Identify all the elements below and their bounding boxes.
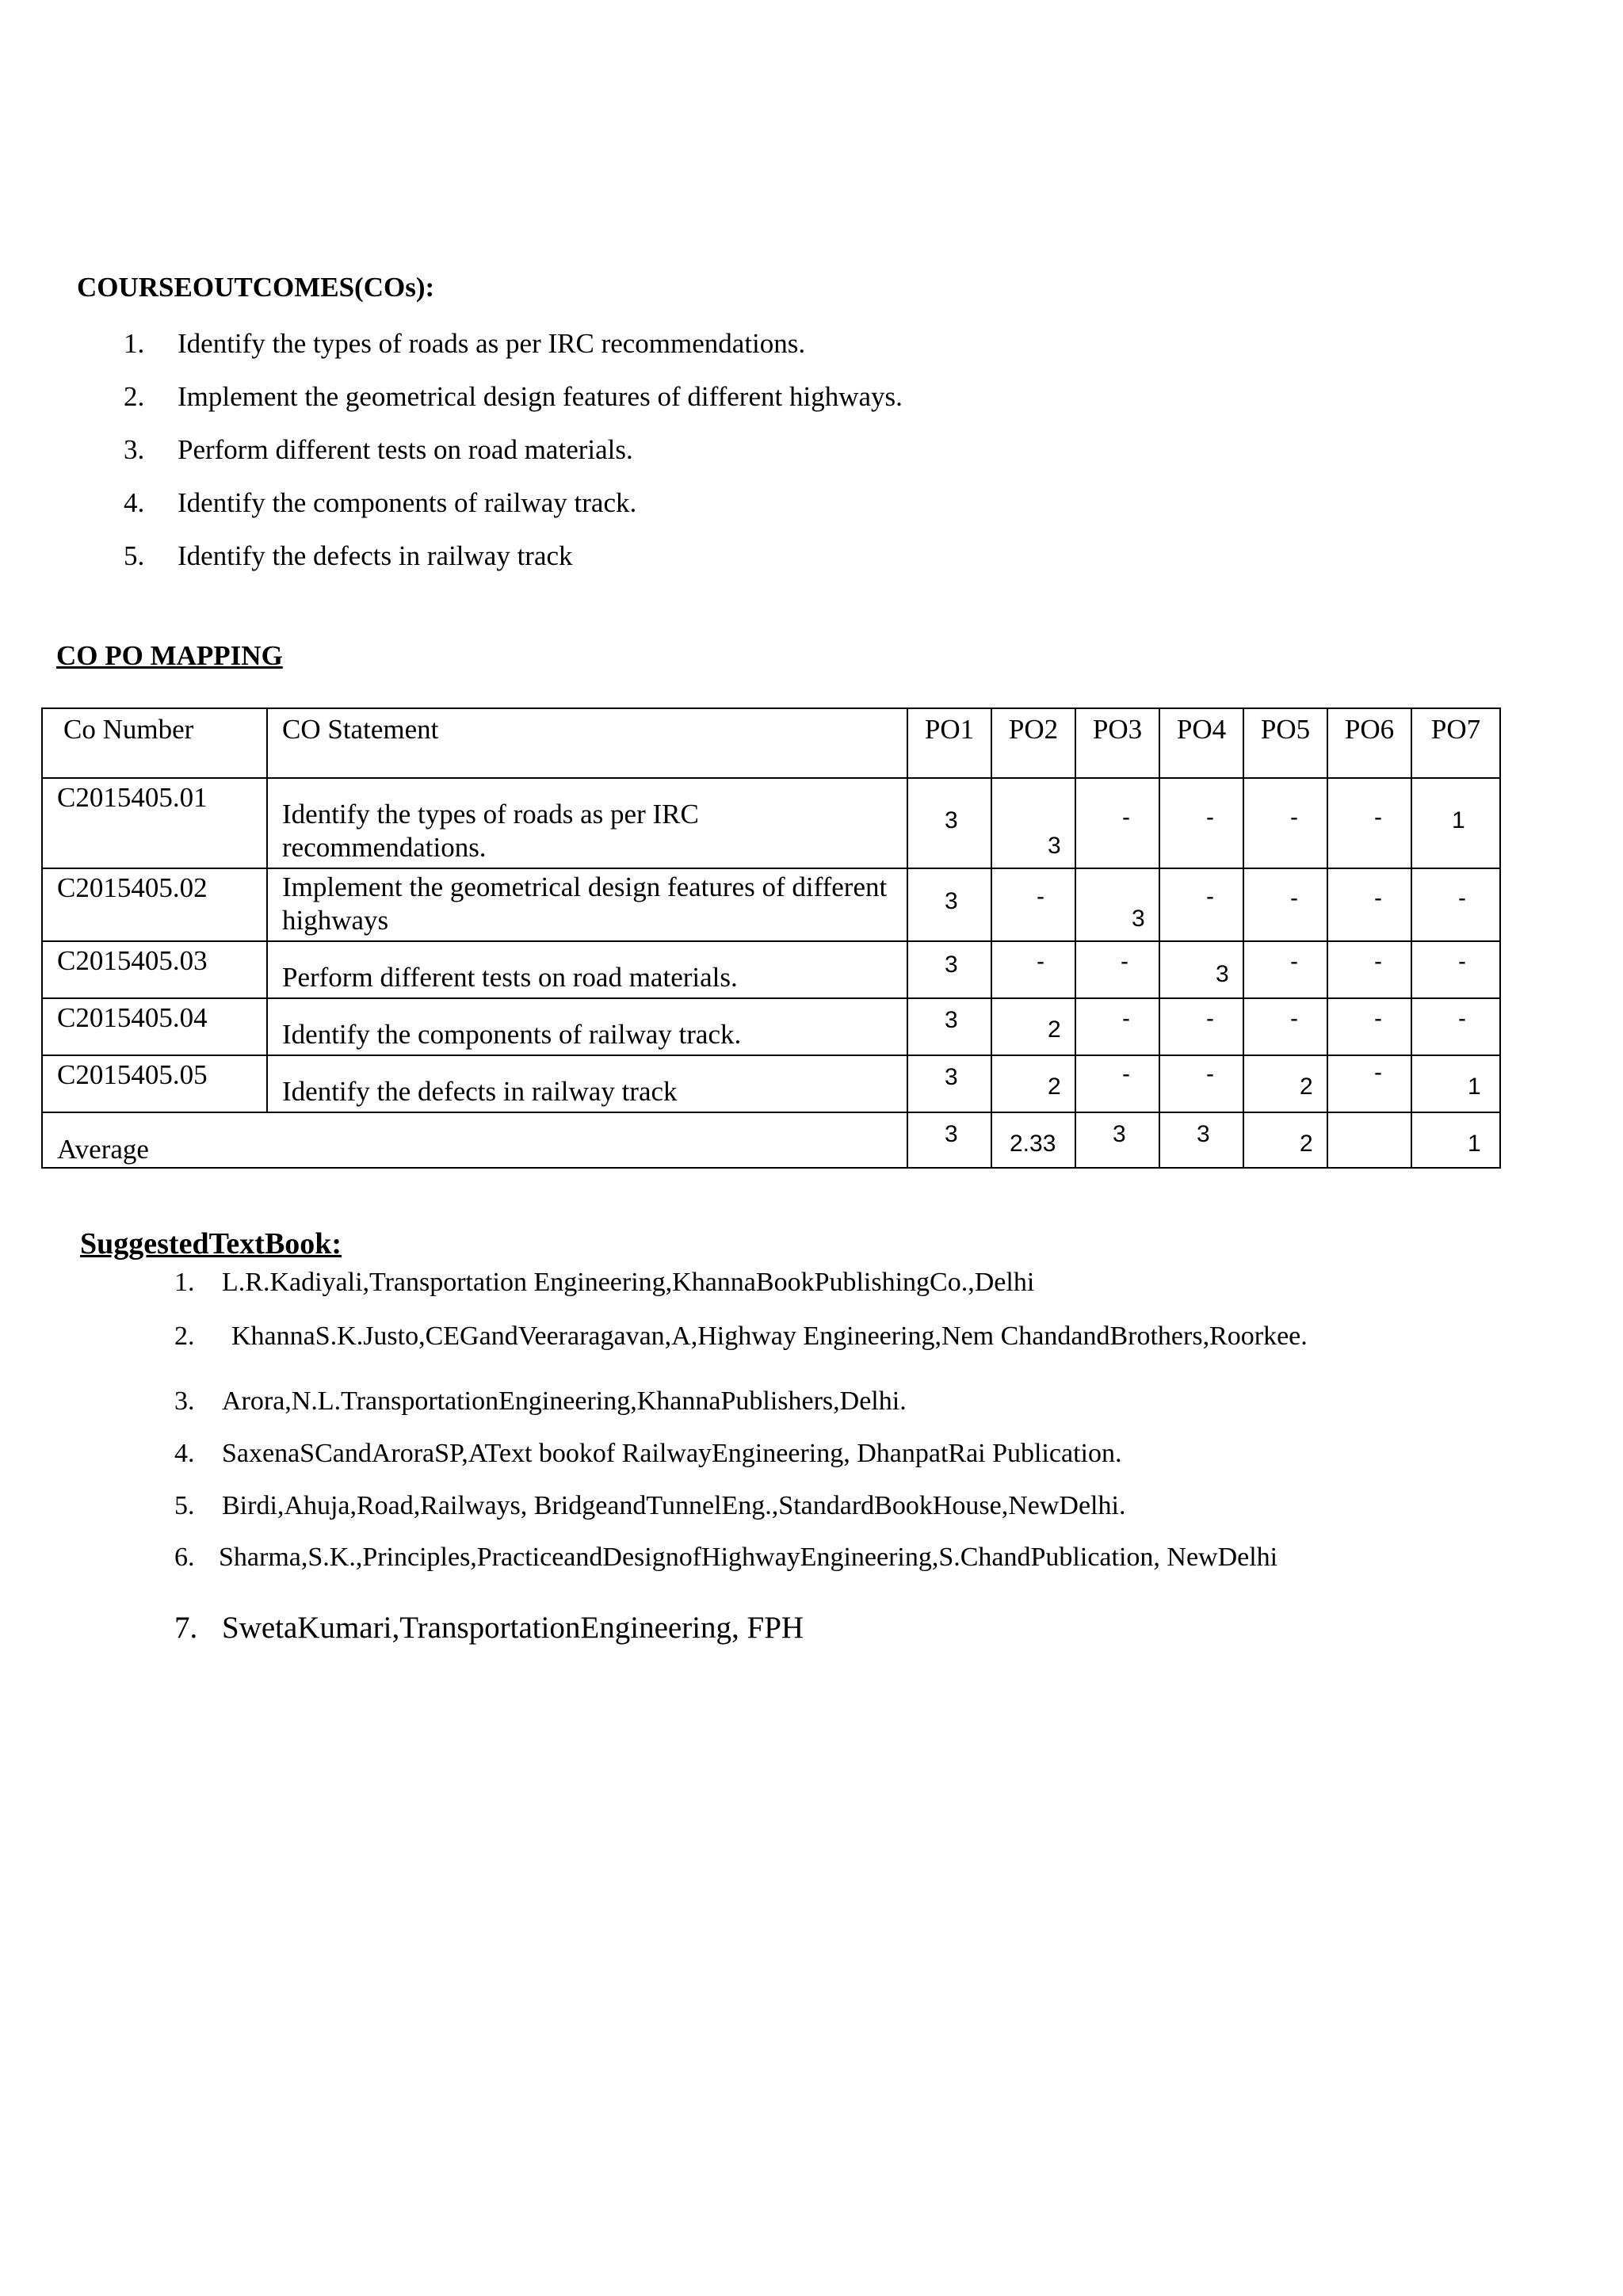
po-value: - <box>1206 883 1214 910</box>
co-statement-cell: Identify the components of railway track. <box>267 998 907 1055</box>
item-number: 4. <box>124 487 145 518</box>
item-number: 6. <box>174 1543 195 1572</box>
suggested-textbook-heading: SuggestedTextBook: <box>80 1227 342 1261</box>
po-value-cell <box>1243 868 1327 941</box>
header-po3: PO3 <box>1075 708 1159 778</box>
po-value: 3 <box>945 807 958 833</box>
po-value: 3 <box>945 888 958 914</box>
po-value-cell <box>1327 941 1411 998</box>
po-value: - <box>1037 883 1044 910</box>
average-label-cell: Average <box>42 1112 907 1168</box>
item-number: 4. <box>174 1439 195 1468</box>
po-value: - <box>1206 1061 1214 1087</box>
po-value: - <box>1374 804 1382 830</box>
po-value-cell <box>1327 998 1411 1055</box>
textbook-item <box>174 1610 804 1646</box>
po-value-cell <box>1159 868 1243 941</box>
po-value: 2 <box>1048 1016 1061 1043</box>
po-value-cell <box>991 1055 1075 1112</box>
po-value: 3 <box>945 1007 958 1033</box>
table-row <box>42 1055 1500 1112</box>
course-outcomes-list <box>119 325 903 590</box>
item-number: 3. <box>174 1386 195 1416</box>
po-value-cell <box>1243 998 1327 1055</box>
course-outcome-item <box>119 537 903 590</box>
po-value-cell <box>1159 1055 1243 1112</box>
item-number: 3. <box>124 434 145 465</box>
po-value: 2 <box>1048 1074 1061 1100</box>
co-statement-cell: Identify the types of roads as per IRC recommendations. <box>267 778 907 868</box>
item-text: SwetaKumari,TransportationEngineering, FPH <box>222 1611 804 1645</box>
po-value-cell <box>907 868 991 941</box>
table-row <box>42 1112 1500 1168</box>
item-text: Identify the components of railway track. <box>178 487 637 518</box>
textbook-item <box>174 1543 1277 1573</box>
item-number: 1. <box>174 1268 195 1297</box>
co-number-cell: C2015405.03 <box>42 941 267 998</box>
po-value: 1 <box>1452 807 1465 833</box>
item-text: Arora,N.L.TransportationEngineering,KhannaPublishers,Delhi. <box>222 1386 907 1416</box>
co-po-mapping-heading: CO PO MAPPING <box>56 640 283 671</box>
textbook-item <box>174 1322 1308 1352</box>
co-number-cell: C2015405.02 <box>42 868 267 941</box>
po-value: 1 <box>1468 1074 1481 1100</box>
po-value-cell <box>1411 1055 1500 1112</box>
item-text: Sharma,S.K.,Principles,PracticeandDesignofHighwayEngineering,S.ChandPublication, NewDelhi <box>219 1543 1278 1572</box>
po-value: 2 <box>1300 1074 1313 1100</box>
po-value: 3 <box>945 952 958 978</box>
item-number: 7. <box>174 1611 198 1645</box>
po-value: - <box>1290 948 1298 974</box>
header-co-statement: CO Statement <box>267 708 907 778</box>
po-value: - <box>1458 1005 1466 1032</box>
item-text: Identify the types of roads as per IRC recommendations. <box>178 328 806 359</box>
po-value-cell <box>1075 1055 1159 1112</box>
po-value-cell <box>1075 941 1159 998</box>
textbook-item <box>174 1491 1125 1521</box>
co-statement-cell: Implement the geometrical design features of different highways <box>267 868 907 941</box>
po-average-cell <box>1411 1112 1500 1168</box>
po-value-cell <box>1411 778 1500 868</box>
po-value: 3 <box>945 1121 958 1147</box>
po-value: - <box>1290 885 1298 911</box>
po-value-cell <box>1411 868 1500 941</box>
item-text: KhannaS.K.Justo,CEGandVeeraragavan,A,Highway Engineering,Nem ChandandBrothers,Roorkee. <box>231 1322 1308 1351</box>
co-number-cell: C2015405.01 <box>42 778 267 868</box>
po-value: - <box>1458 948 1466 974</box>
header-co-number: Co Number <box>42 708 267 778</box>
po-value-cell <box>1243 941 1327 998</box>
course-outcome-item <box>119 378 903 431</box>
po-value-cell <box>991 941 1075 998</box>
course-outcome-item <box>119 484 903 537</box>
po-value: 3 <box>1216 961 1229 987</box>
table-row <box>42 941 1500 998</box>
textbook-item <box>174 1439 1121 1469</box>
po-value-cell <box>907 941 991 998</box>
item-text: Implement the geometrical design features of different highways. <box>178 381 903 412</box>
po-value: - <box>1122 1061 1130 1087</box>
item-number: 5. <box>174 1491 195 1520</box>
po-value: 3 <box>1132 906 1145 932</box>
item-text: SaxenaSCandAroraSP,AText bookof RailwayEngineering, DhanpatRai Publication. <box>222 1439 1122 1468</box>
header-po1: PO1 <box>907 708 991 778</box>
po-value-cell <box>907 778 991 868</box>
item-number: 2. <box>174 1322 195 1351</box>
po-value-cell <box>907 1055 991 1112</box>
po-value-cell <box>1243 1055 1327 1112</box>
item-text: Birdi,Ahuja,Road,Railways, BridgeandTunnelEng.,StandardBookHouse,NewDelhi. <box>222 1491 1126 1520</box>
item-number: 5. <box>124 540 145 571</box>
po-value: - <box>1374 1005 1382 1032</box>
po-value-cell <box>1411 941 1500 998</box>
table-row <box>42 778 1500 868</box>
po-value-cell <box>991 868 1075 941</box>
po-value: - <box>1290 1005 1298 1032</box>
course-outcome-item <box>119 325 903 378</box>
item-text: Perform different tests on road materials. <box>178 434 633 465</box>
po-value: - <box>1206 804 1214 830</box>
po-value: 3 <box>1113 1121 1126 1147</box>
co-statement-cell: Perform different tests on road materials. <box>267 941 907 998</box>
item-text: Identify the defects in railway track <box>178 540 573 571</box>
po-value-cell <box>1327 868 1411 941</box>
textbook-item <box>174 1386 907 1417</box>
item-number: 1. <box>124 328 145 359</box>
po-value-cell <box>991 778 1075 868</box>
header-po7: PO7 <box>1411 708 1500 778</box>
po-value: 2 <box>1300 1131 1313 1157</box>
co-statement-cell: Identify the defects in railway track <box>267 1055 907 1112</box>
po-value-cell <box>1243 778 1327 868</box>
item-number: 2. <box>124 381 145 412</box>
po-average-cell <box>907 1112 991 1168</box>
po-average-cell <box>1075 1112 1159 1168</box>
po-value-cell <box>907 998 991 1055</box>
course-outcome-item <box>119 431 903 484</box>
po-value: 3 <box>945 1064 958 1090</box>
po-value-cell <box>1075 778 1159 868</box>
po-value: - <box>1374 1059 1382 1085</box>
po-value: - <box>1290 804 1298 830</box>
po-value: 3 <box>1197 1121 1210 1147</box>
po-average-cell <box>1243 1112 1327 1168</box>
textbook-item <box>174 1268 1034 1298</box>
po-value: 2.33 <box>1010 1131 1056 1157</box>
po-value-cell <box>1075 998 1159 1055</box>
co-number-cell: C2015405.04 <box>42 998 267 1055</box>
po-value-cell <box>1327 778 1411 868</box>
po-average-cell <box>991 1112 1075 1168</box>
po-value: - <box>1121 948 1128 974</box>
header-po2: PO2 <box>991 708 1075 778</box>
item-text: L.R.Kadiyali,Transportation Engineering,KhannaBookPublishingCo.,Delhi <box>222 1268 1035 1297</box>
po-value-cell <box>1075 868 1159 941</box>
table-row <box>42 868 1500 941</box>
po-value: - <box>1122 1005 1130 1032</box>
table-row <box>42 998 1500 1055</box>
po-average-cell <box>1327 1112 1411 1168</box>
po-value-cell <box>1411 998 1500 1055</box>
co-number-cell: C2015405.05 <box>42 1055 267 1112</box>
po-value-cell <box>1159 941 1243 998</box>
po-value: 1 <box>1468 1131 1481 1157</box>
course-outcomes-heading: COURSEOUTCOMES(COs): <box>77 272 435 303</box>
po-value-cell <box>1327 1055 1411 1112</box>
header-po6: PO6 <box>1327 708 1411 778</box>
po-value-cell <box>1159 778 1243 868</box>
po-value-cell <box>991 998 1075 1055</box>
header-po4: PO4 <box>1159 708 1243 778</box>
po-average-cell <box>1159 1112 1243 1168</box>
po-value: - <box>1458 885 1466 911</box>
po-value: - <box>1206 1005 1214 1032</box>
po-value: 3 <box>1048 833 1061 859</box>
po-value: - <box>1374 885 1382 911</box>
po-value: - <box>1374 948 1382 974</box>
co-po-mapping-table <box>41 707 1501 1169</box>
po-value: - <box>1037 948 1044 974</box>
po-value: - <box>1122 804 1130 830</box>
po-value-cell <box>1159 998 1243 1055</box>
header-po5: PO5 <box>1243 708 1327 778</box>
